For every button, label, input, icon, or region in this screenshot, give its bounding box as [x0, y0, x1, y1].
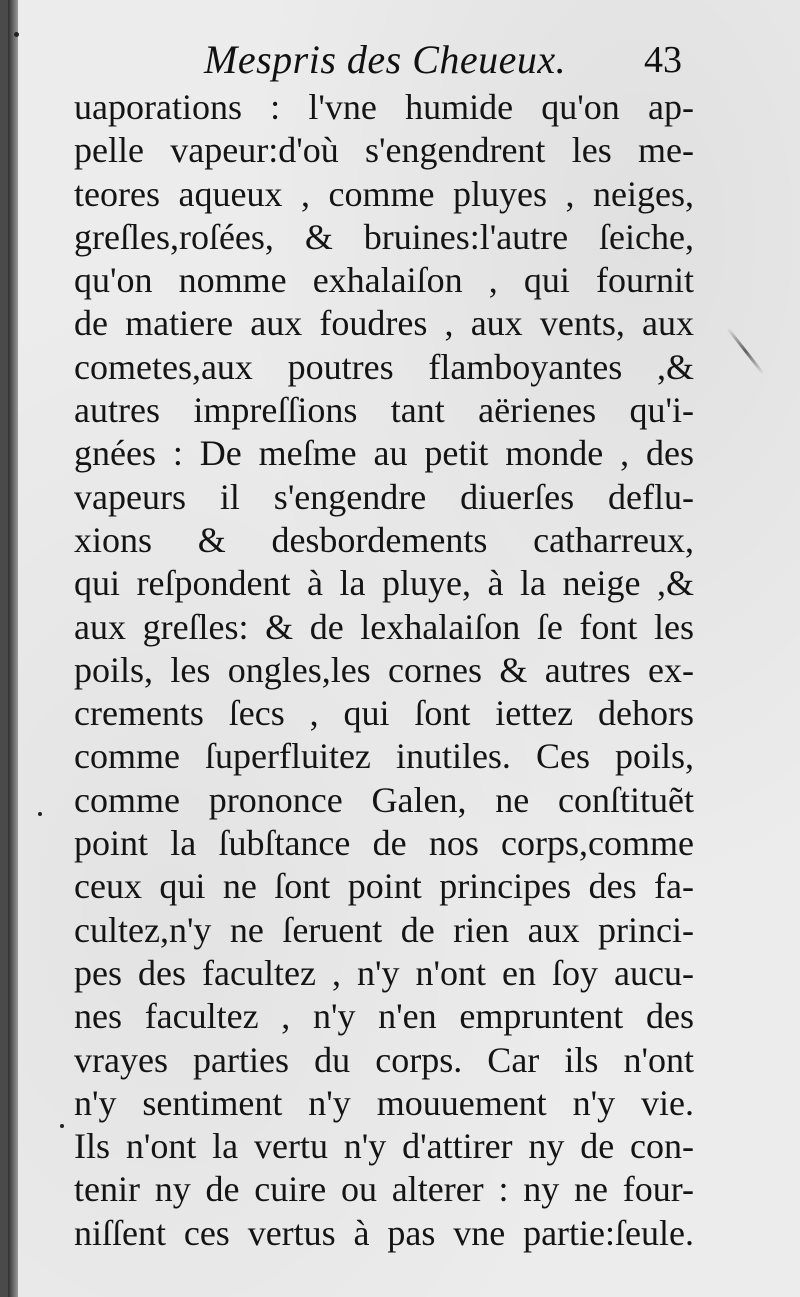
text-line: ceux qui ne ſont point principes des fa- — [74, 866, 694, 907]
text-line: de matiere aux foudres , aux vents, aux — [74, 303, 694, 344]
text-line: teores aqueux , comme pluyes , neiges, — [74, 173, 694, 214]
text-line: qu'on nomme exhalaiſon , qui fournit — [74, 260, 694, 301]
text-line: comme prononce Galen, ne conſtituẽt — [74, 779, 694, 820]
text-line: cometes,aux poutres flamboyantes ,& — [74, 346, 694, 387]
text-line: uaporations : l'vne humide qu'on ap- — [74, 87, 694, 127]
text-line: niſſent ces vertus à pas vne partie:ſeule. — [74, 1212, 694, 1253]
text-line: pelle vapeur:d'où s'engendrent les me- — [74, 130, 694, 171]
text-line: aux greſles: & de lexhalaiſon ſe font les — [74, 606, 694, 647]
text-line: Ils n'ont la vertu n'y d'attirer ny de con- — [74, 1126, 694, 1167]
text-line: pes des facultez , n'y n'ont en ſoy aucu- — [74, 952, 694, 993]
text-line: greſles,roſées, & bruines:l'autre ſeiche, — [74, 216, 694, 257]
paper-scratch-mark — [726, 327, 764, 375]
text-line: xions & desbordements catharreux, — [74, 519, 694, 560]
page-gutter-shadow — [8, 0, 18, 1297]
text-line: cultez,n'y ne ſeruent de rien aux princi- — [74, 909, 694, 950]
text-line: vapeurs il s'engendre diuerſes deflu- — [74, 476, 694, 517]
page-number: 43 — [644, 39, 682, 81]
paper-speck — [38, 812, 42, 816]
text-line: gnées : De meſme au petit monde , des — [74, 433, 694, 474]
paper-speck — [60, 1124, 64, 1128]
text-line: crements ſecs , qui ſont iettez dehors — [74, 693, 694, 734]
body-text — [74, 86, 694, 1255]
text-line: autres impreſſions tant aërienes qu'i- — [74, 390, 694, 431]
text-line: qui reſpondent à la pluye, à la neige ,& — [74, 563, 694, 604]
text-line: poils, les ongles,les cornes & autres ex- — [74, 649, 694, 690]
text-line: n'y sentiment n'y mouuement n'y vie. — [74, 1082, 694, 1123]
running-head-title: Mespris des Cheueux. — [204, 37, 567, 82]
text-line: comme ſuperfluitez inutiles. Ces poils, — [74, 736, 694, 777]
text-line: vrayes parties du corps. Car ils n'ont — [74, 1039, 694, 1080]
running-head — [8, 36, 800, 86]
book-page — [8, 0, 800, 1297]
text-line: point la ſubſtance de nos corps,comme — [74, 823, 694, 864]
text-line: nes facultez , n'y n'en empruntent des — [74, 996, 694, 1037]
text-line: tenir ny de cuire ou alterer : ny ne four- — [74, 1169, 694, 1210]
